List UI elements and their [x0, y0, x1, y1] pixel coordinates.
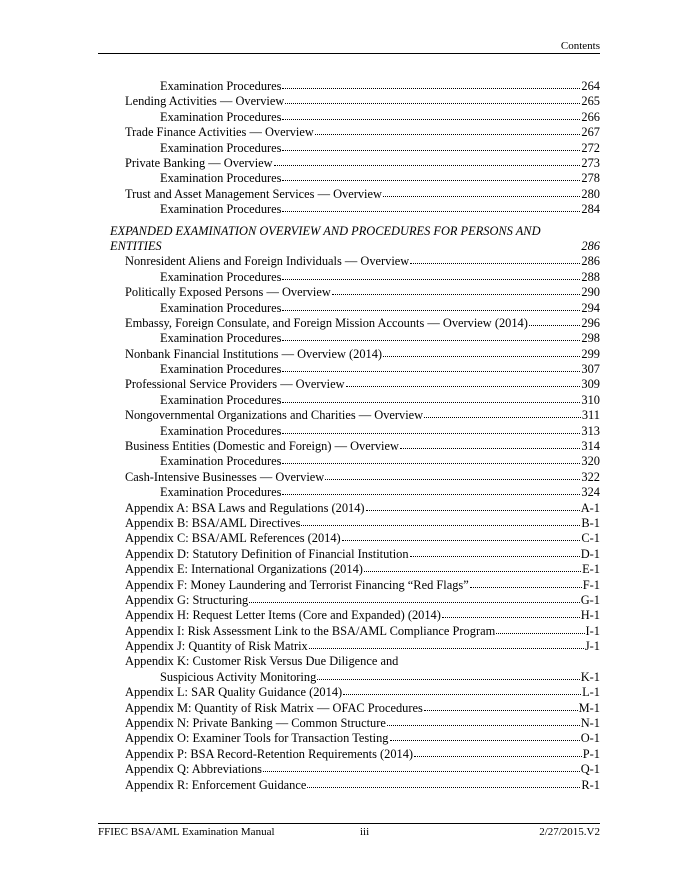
toc-entry-title: Appendix D: Statutory Definition of Financial Institution — [125, 546, 409, 561]
toc-entry-page: 310 — [581, 392, 600, 407]
dot-leader — [346, 377, 581, 387]
toc-entry-page: C-1 — [581, 531, 600, 546]
toc-group-after — [98, 254, 600, 793]
toc-section-heading[interactable] — [98, 224, 600, 255]
toc-entry[interactable] — [98, 125, 600, 140]
dot-leader — [414, 747, 582, 757]
toc-entry[interactable] — [98, 393, 600, 408]
toc-entry[interactable] — [98, 762, 600, 777]
toc-entry-title: Nonresident Aliens and Foreign Individuals — Overview — [125, 254, 410, 269]
toc-entry-page: J-1 — [584, 639, 600, 654]
toc-entry-title: Appendix B: BSA/AML Directives — [125, 515, 301, 530]
dot-leader — [307, 778, 580, 788]
toc-entry-page: L-1 — [582, 685, 600, 700]
footer-page-number: iii — [360, 826, 370, 838]
toc-entry[interactable] — [98, 608, 600, 623]
toc-entry-page: 290 — [581, 285, 600, 300]
toc-entry-page: 313 — [581, 423, 600, 438]
table-of-contents — [98, 79, 600, 793]
dot-leader — [285, 94, 580, 104]
toc-entry-page: 288 — [581, 269, 600, 284]
toc-entry-page: K-1 — [580, 669, 600, 684]
toc-entry[interactable] — [98, 94, 600, 109]
toc-entry-page: 324 — [581, 485, 600, 500]
toc-entry-title: Appendix L: SAR Quality Guidance (2014) — [125, 685, 343, 700]
toc-entry[interactable] — [98, 562, 600, 577]
toc-entry[interactable] — [98, 156, 600, 171]
toc-entry-page: R-1 — [581, 777, 600, 792]
toc-entry-page: 272 — [581, 140, 600, 155]
toc-entry-title: Trade Finance Activities — Overview — [125, 125, 314, 140]
toc-entry-page: 298 — [581, 331, 600, 346]
dot-leader — [315, 125, 581, 135]
toc-entry[interactable] — [98, 439, 600, 454]
toc-entry-page: 311 — [581, 408, 600, 423]
toc-entry-page: 309 — [581, 377, 600, 392]
dot-leader — [301, 516, 580, 526]
dot-leader — [309, 639, 584, 649]
toc-entry-title: Nonbank Financial Institutions — Overview (2014) — [125, 346, 383, 361]
toc-entry-heading[interactable]: Appendix K: Customer Risk Versus Due Diligence and — [125, 654, 399, 669]
dot-leader — [364, 562, 581, 572]
section-heading-line1: EXPANDED EXAMINATION OVERVIEW AND PROCEDURES FOR PERSONS AND — [110, 223, 541, 238]
toc-entry[interactable] — [98, 408, 600, 423]
toc-entry-title: Private Banking — Overview — [125, 155, 273, 170]
dot-leader — [400, 439, 580, 449]
toc-entry-page: 280 — [581, 186, 600, 201]
toc-entry[interactable] — [98, 316, 600, 331]
toc-entry[interactable] — [98, 747, 600, 762]
toc-entry[interactable] — [98, 171, 600, 186]
toc-entry-title: Examination Procedures — [160, 423, 282, 438]
toc-entry-page: P-1 — [582, 746, 600, 761]
toc-entry-title: Appendix F: Money Laundering and Terrorist Financing “Red Flags” — [125, 577, 469, 592]
running-header: Contents — [560, 40, 600, 52]
toc-entry[interactable] — [98, 454, 600, 469]
toc-entry-title: Examination Procedures — [160, 485, 282, 500]
toc-entry-page: 294 — [581, 300, 600, 315]
toc-entry-page: 278 — [581, 171, 600, 186]
dot-leader — [282, 79, 580, 89]
toc-entry-page: F-1 — [582, 577, 600, 592]
toc-entry-page: 320 — [581, 454, 600, 469]
toc-entry-title: Appendix N: Private Banking — Common Structure — [125, 716, 386, 731]
toc-entry[interactable] — [98, 377, 600, 392]
toc-entry[interactable] — [98, 187, 600, 202]
toc-entry-title: Lending Activities — Overview — [125, 94, 285, 109]
dot-leader — [383, 187, 580, 197]
dot-leader — [410, 254, 580, 264]
dot-leader — [366, 501, 580, 511]
dot-leader — [424, 701, 578, 711]
dot-leader — [410, 547, 580, 557]
dot-leader — [342, 531, 581, 541]
toc-entry[interactable] — [98, 110, 600, 125]
toc-entry[interactable] — [98, 547, 600, 562]
toc-entry-title: Examination Procedures — [160, 109, 282, 124]
footer-rule — [98, 823, 600, 824]
toc-entry-title: Examination Procedures — [160, 392, 282, 407]
toc-entry-title: Appendix M: Quantity of Risk Matrix — OFAC Procedures — [125, 700, 423, 715]
toc-entry-title: Appendix H: Request Letter Items (Core and Expanded) (2014) — [125, 608, 441, 623]
toc-entry[interactable] — [98, 347, 600, 362]
toc-entry-title: Trust and Asset Management Services — Overview — [125, 186, 382, 201]
dot-leader — [387, 716, 580, 726]
toc-entry-title: Appendix E: International Organizations (2014) — [125, 562, 363, 577]
toc-entry-title: Appendix Q: Abbreviations — [125, 762, 262, 777]
toc-entry[interactable] — [98, 79, 600, 94]
toc-entry[interactable] — [98, 285, 600, 300]
dot-leader — [282, 393, 580, 403]
toc-entry[interactable] — [98, 701, 600, 716]
section-heading-line2: ENTITIES — [110, 238, 162, 253]
dot-leader — [383, 347, 580, 357]
toc-entry-page: 307 — [581, 362, 600, 377]
toc-entry-page: 265 — [581, 94, 600, 109]
toc-entry-page: 267 — [581, 125, 600, 140]
toc-entry-title: Examination Procedures — [160, 202, 282, 217]
toc-entry-title: Examination Procedures — [160, 79, 282, 93]
dot-leader — [274, 156, 581, 166]
toc-entry-page: M-1 — [578, 700, 600, 715]
toc-entry-title: Appendix P: BSA Record-Retention Requirements (2014) — [125, 746, 414, 761]
toc-entry-title: Embassy, Foreign Consulate, and Foreign Mission Accounts — Overview (2014) — [125, 315, 528, 330]
toc-entry[interactable] — [98, 624, 600, 639]
toc-entry-title: Appendix C: BSA/AML References (2014) — [125, 531, 341, 546]
toc-entry-page: A-1 — [580, 500, 600, 515]
dot-leader — [325, 470, 580, 480]
toc-entry[interactable] — [98, 202, 600, 217]
toc-entry-title: Examination Procedures — [160, 454, 282, 469]
dot-leader — [263, 762, 580, 772]
dot-leader — [343, 685, 581, 695]
toc-entry[interactable] — [98, 254, 600, 269]
toc-entry-title: Appendix G: Structuring — [125, 592, 249, 607]
toc-entry-page: E-1 — [582, 562, 600, 577]
toc-entry-page: I-1 — [585, 623, 600, 638]
toc-entry-title: Appendix J: Quantity of Risk Matrix — [125, 639, 308, 654]
toc-entry-title: Examination Procedures — [160, 140, 282, 155]
toc-entry[interactable] — [98, 301, 600, 316]
toc-entry[interactable] — [98, 331, 600, 346]
toc-entry-page: 264 — [581, 79, 600, 93]
toc-entry-page: 296 — [581, 315, 600, 330]
toc-entry[interactable] — [98, 501, 600, 516]
dot-leader — [282, 331, 580, 341]
toc-entry-title: Business Entities (Domestic and Foreign) — Overview — [125, 439, 399, 454]
dot-leader — [317, 670, 579, 680]
toc-entry[interactable] — [98, 670, 600, 685]
dot-leader — [282, 171, 580, 181]
toc-entry[interactable] — [98, 531, 600, 546]
toc-entry[interactable] — [98, 424, 600, 439]
toc-entry[interactable] — [98, 485, 600, 500]
footer-title: FFIEC BSA/AML Examination Manual — [98, 826, 275, 838]
toc-entry-page: B-1 — [581, 515, 600, 530]
toc-entry-page: 273 — [581, 155, 600, 170]
toc-entry-title: Examination Procedures — [160, 300, 282, 315]
toc-entry[interactable] — [98, 470, 600, 485]
toc-entry[interactable] — [98, 516, 600, 531]
dot-leader — [282, 485, 580, 495]
toc-entry-title: Appendix A: BSA Laws and Regulations (2014) — [125, 500, 365, 515]
toc-entry-title: Examination Procedures — [160, 331, 282, 346]
dot-leader — [390, 731, 580, 741]
toc-entry-title: Examination Procedures — [160, 171, 282, 186]
toc-entry-page: H-1 — [580, 608, 600, 623]
dot-leader — [282, 141, 580, 151]
toc-entry-page: 286 — [581, 254, 600, 269]
dot-leader — [249, 593, 580, 603]
dot-leader — [282, 270, 580, 280]
dot-leader — [470, 578, 582, 588]
toc-entry-title: Suspicious Activity Monitoring — [160, 669, 317, 684]
dot-leader — [332, 285, 581, 295]
toc-entry-page: 284 — [581, 202, 600, 217]
section-heading-page: 286 — [581, 238, 600, 253]
toc-entry[interactable] — [98, 716, 600, 731]
dot-leader — [282, 202, 580, 212]
dot-leader — [282, 454, 580, 464]
toc-entry-page: 314 — [581, 439, 600, 454]
dot-leader — [496, 624, 584, 634]
dot-leader — [282, 301, 580, 311]
toc-entry-page: G-1 — [580, 592, 600, 607]
footer-version-date: 2/27/2015.V2 — [539, 826, 600, 838]
toc-entry-page: 322 — [581, 469, 600, 484]
toc-entry-title: Appendix R: Enforcement Guidance — [125, 777, 307, 792]
footer — [98, 826, 600, 840]
toc-entry-page: O-1 — [580, 731, 600, 746]
toc-entry-page: Q-1 — [580, 762, 600, 777]
toc-group-before — [98, 79, 600, 218]
dot-leader — [424, 408, 581, 418]
dot-leader — [282, 110, 580, 120]
dot-leader — [282, 362, 580, 372]
toc-entry[interactable] — [98, 141, 600, 156]
toc-entry[interactable] — [98, 270, 600, 285]
toc-entry-title: Nongovernmental Organizations and Charities — Overview — [125, 408, 424, 423]
toc-entry-title: Appendix O: Examiner Tools for Transaction Testing — [125, 731, 389, 746]
toc-entry-title: Appendix I: Risk Assessment Link to the BSA/AML Compliance Program — [125, 623, 496, 638]
dot-leader — [529, 316, 581, 326]
header-rule — [98, 53, 600, 54]
toc-entry[interactable] — [98, 639, 600, 654]
toc-entry[interactable] — [98, 731, 600, 746]
toc-entry-title: Examination Procedures — [160, 269, 282, 284]
toc-entry-page: D-1 — [580, 546, 600, 561]
toc-entry[interactable] — [98, 593, 600, 608]
toc-entry[interactable] — [98, 578, 600, 593]
toc-entry[interactable] — [98, 685, 600, 700]
toc-entry-title: Cash-Intensive Businesses — Overview — [125, 469, 325, 484]
toc-entry-page: 266 — [581, 109, 600, 124]
toc-entry-page: N-1 — [580, 716, 600, 731]
toc-entry[interactable] — [98, 778, 600, 793]
toc-entry-page: 299 — [581, 346, 600, 361]
toc-entry[interactable] — [98, 362, 600, 377]
dot-leader — [282, 424, 580, 434]
toc-entry-title: Professional Service Providers — Overview — [125, 377, 345, 392]
toc-entry-title: Politically Exposed Persons — Overview — [125, 285, 331, 300]
toc-entry-title: Examination Procedures — [160, 362, 282, 377]
dot-leader — [442, 608, 580, 618]
